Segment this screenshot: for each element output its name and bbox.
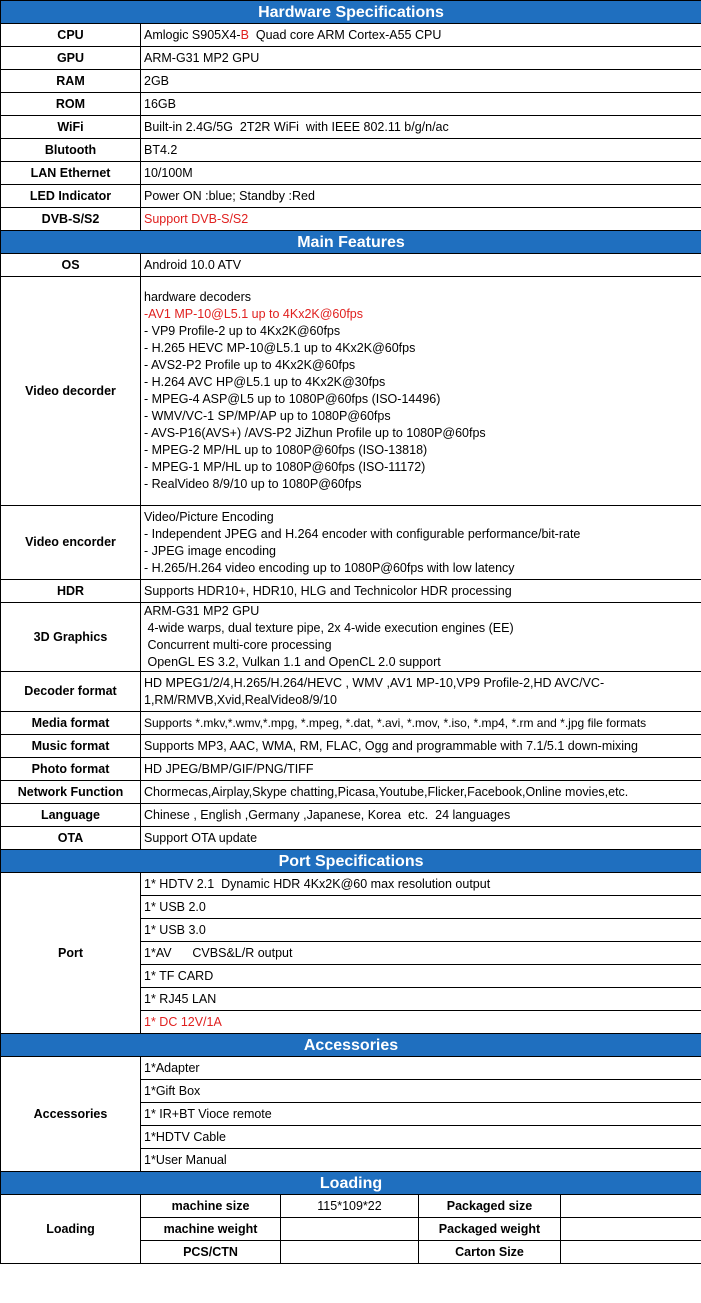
accessory-item: 1*Adapter bbox=[141, 1057, 701, 1080]
list-item: OpenGL ES 3.2, Vulkan 1.1 and OpenCL 2.0 support bbox=[144, 655, 441, 669]
feature-label: Photo format bbox=[1, 758, 141, 781]
spec-value: Support DVB-S/S2 bbox=[141, 208, 701, 231]
accessory-row bbox=[1, 1057, 701, 1080]
carton-size-value bbox=[561, 1241, 701, 1264]
feature-row-photo-format bbox=[1, 758, 701, 781]
spec-value: Built-in 2.4G/5G 2T2R WiFi with IEEE 802.11 b/g/n/ac bbox=[141, 116, 701, 139]
packaged-weight-value bbox=[561, 1218, 701, 1241]
list-item: hardware decoders bbox=[144, 290, 252, 304]
accessory-item: 1*HDTV Cable bbox=[141, 1126, 701, 1149]
list-item: Concurrent multi-core processing bbox=[144, 638, 332, 652]
list-item: - JPEG image encoding bbox=[144, 543, 277, 558]
spec-label: ROM bbox=[1, 93, 141, 116]
feature-label: Media format bbox=[1, 712, 141, 735]
spec-row-wifi bbox=[1, 116, 701, 139]
feature-value bbox=[141, 506, 701, 580]
spec-row-led bbox=[1, 185, 701, 208]
hardware-section-header: Hardware Specifications bbox=[1, 1, 701, 24]
list-item: 4-wide warps, dual texture pipe, 2x 4-wide execution engines (EE) bbox=[144, 621, 514, 635]
feature-value bbox=[141, 277, 701, 506]
accessories-label: Accessories bbox=[1, 1057, 141, 1172]
feature-label: Video decorder bbox=[1, 277, 141, 506]
port-item: 1* TF CARD bbox=[141, 965, 701, 988]
list-item: - H.265 HEVC MP-10@L5.1 up to 4Kx2K@60fps bbox=[144, 341, 416, 355]
spec-value: Amlogic S905X4-B Quad core ARM Cortex-A55 CPU bbox=[141, 24, 701, 47]
feature-value: Support OTA update bbox=[141, 827, 701, 850]
feature-label: Network Function bbox=[1, 781, 141, 804]
list-item: - MPEG-1 MP/HL up to 1080P@60fps (ISO-11172) bbox=[144, 460, 426, 474]
feature-value: Supports *.mkv,*.wmv,*.mpg, *.mpeg, *.dat, *.avi, *.mov, *.iso, *.mp4, *.rm and *.jpg file formats bbox=[141, 712, 701, 735]
list-item: ARM-G31 MP2 GPU bbox=[144, 604, 260, 618]
feature-label: Language bbox=[1, 804, 141, 827]
features-section-header: Main Features bbox=[1, 231, 701, 254]
feature-row-media-format bbox=[1, 712, 701, 735]
spec-row-bluetooth bbox=[1, 139, 701, 162]
accessory-item: 1*Gift Box bbox=[141, 1080, 701, 1103]
accessories-section-header: Accessories bbox=[1, 1034, 701, 1057]
spec-value: BT4.2 bbox=[141, 139, 701, 162]
feature-label: 3D Graphics bbox=[1, 603, 141, 672]
loading-section-header: Loading bbox=[1, 1172, 701, 1195]
spec-value: 10/100M bbox=[141, 162, 701, 185]
feature-label: Music format bbox=[1, 735, 141, 758]
carton-size-label: Carton Size bbox=[419, 1241, 561, 1264]
accessory-item: 1* IR+BT Vioce remote bbox=[141, 1103, 701, 1126]
list-item: - H.264 AVC HP@L5.1 up to 4Kx2K@30fps bbox=[144, 375, 386, 389]
port-item: 1*AV CVBS&L/R output bbox=[141, 942, 701, 965]
feature-row-network bbox=[1, 781, 701, 804]
port-item: 1* HDTV 2.1 Dynamic HDR 4Kx2K@60 max resolution output bbox=[141, 873, 701, 896]
feature-label: HDR bbox=[1, 580, 141, 603]
feature-row-video-encoder bbox=[1, 506, 701, 580]
spec-label: GPU bbox=[1, 47, 141, 70]
spec-label: DVB-S/S2 bbox=[1, 208, 141, 231]
list-item: - MPEG-2 MP/HL up to 1080P@60fps (ISO-13818) bbox=[144, 443, 428, 457]
pcs-ctn-value bbox=[281, 1241, 419, 1264]
port-item: 1* USB 3.0 bbox=[141, 919, 701, 942]
list-item: Video/Picture Encoding bbox=[144, 509, 274, 524]
spec-row-rom bbox=[1, 93, 701, 116]
feature-row-decoder-format bbox=[1, 672, 701, 712]
feature-value: Chinese , English ,Germany ,Japanese, Korea etc. 24 languages bbox=[141, 804, 701, 827]
packaged-size-value bbox=[561, 1195, 701, 1218]
feature-row-ota bbox=[1, 827, 701, 850]
machine-weight-value bbox=[281, 1218, 419, 1241]
loading-label: Loading bbox=[1, 1195, 141, 1264]
list-item: - RealVideo 8/9/10 up to 1080P@60fps bbox=[144, 477, 362, 491]
list-item: - WMV/VC-1 SP/MP/AP up to 1080P@60fps bbox=[144, 409, 391, 423]
port-item: 1* DC 12V/1A bbox=[141, 1011, 701, 1034]
list-item: - VP9 Profile-2 up to 4Kx2K@60fps bbox=[144, 324, 341, 338]
spec-value: ARM-G31 MP2 GPU bbox=[141, 47, 701, 70]
feature-row-video-decoder bbox=[1, 277, 701, 506]
spec-label: WiFi bbox=[1, 116, 141, 139]
machine-size-value: 115*109*22 bbox=[281, 1195, 419, 1218]
spec-label: LAN Ethernet bbox=[1, 162, 141, 185]
list-item: - AVS2-P2 Profile up to 4Kx2K@60fps bbox=[144, 358, 356, 372]
port-item: 1* USB 2.0 bbox=[141, 896, 701, 919]
packaged-size-label: Packaged size bbox=[419, 1195, 561, 1218]
pcs-ctn-label: PCS/CTN bbox=[141, 1241, 281, 1264]
feature-value: HD JPEG/BMP/GIF/PNG/TIFF bbox=[141, 758, 701, 781]
spec-label: RAM bbox=[1, 70, 141, 93]
feature-row-3d-graphics bbox=[1, 603, 701, 672]
feature-label: Video encorder bbox=[1, 506, 141, 580]
accessory-item: 1*User Manual bbox=[141, 1149, 701, 1172]
spec-value: 16GB bbox=[141, 93, 701, 116]
spec-label: Blutooth bbox=[1, 139, 141, 162]
spec-label: CPU bbox=[1, 24, 141, 47]
port-label: Port bbox=[1, 873, 141, 1034]
spec-row-cpu bbox=[1, 24, 701, 47]
list-item: - AVS-P16(AVS+) /AVS-P2 JiZhun Profile up to 1080P@60fps bbox=[144, 426, 486, 440]
feature-value: Supports HDR10+, HDR10, HLG and Technicolor HDR processing bbox=[141, 580, 701, 603]
list-item: - MPEG-4 ASP@L5 up to 1080P@60fps (ISO-14496) bbox=[144, 392, 441, 406]
list-item: - Independent JPEG and H.264 encoder with configurable performance/bit-rate bbox=[144, 526, 581, 541]
feature-value: Chormecas,Airplay,Skype chatting,Picasa,Youtube,Flicker,Facebook,Online movies,etc. bbox=[141, 781, 701, 804]
port-item: 1* RJ45 LAN bbox=[141, 988, 701, 1011]
feature-row-hdr bbox=[1, 580, 701, 603]
machine-size-label: machine size bbox=[141, 1195, 281, 1218]
machine-weight-label: machine weight bbox=[141, 1218, 281, 1241]
feature-value: HD MPEG1/2/4,H.265/H.264/HEVC , WMV ,AV1 MP-10,VP9 Profile-2,HD AVC/VC-1,RM/RMVB,Xvid,RealVideo8/9/10 bbox=[141, 672, 701, 712]
list-item: -AV1 MP-10@L5.1 up to 4Kx2K@60fps bbox=[144, 307, 364, 321]
spec-row-dvb bbox=[1, 208, 701, 231]
feature-label: OS bbox=[1, 254, 141, 277]
spec-row-gpu bbox=[1, 47, 701, 70]
feature-label: OTA bbox=[1, 827, 141, 850]
feature-row-os bbox=[1, 254, 701, 277]
feature-row-music-format bbox=[1, 735, 701, 758]
port-row bbox=[1, 873, 701, 896]
feature-value: Android 10.0 ATV bbox=[141, 254, 701, 277]
spec-row-lan bbox=[1, 162, 701, 185]
spec-value: 2GB bbox=[141, 70, 701, 93]
feature-value: Supports MP3, AAC, WMA, RM, FLAC, Ogg and programmable with 7.1/5.1 down-mixing bbox=[141, 735, 701, 758]
ports-section-header: Port Specifications bbox=[1, 850, 701, 873]
spec-row-ram bbox=[1, 70, 701, 93]
feature-row-language bbox=[1, 804, 701, 827]
spec-label: LED Indicator bbox=[1, 185, 141, 208]
packaged-weight-label: Packaged weight bbox=[419, 1218, 561, 1241]
feature-value bbox=[141, 603, 701, 672]
list-item: - H.265/H.264 video encoding up to 1080P@60fps with low latency bbox=[144, 560, 515, 575]
loading-row bbox=[1, 1195, 701, 1218]
feature-label: Decoder format bbox=[1, 672, 141, 712]
spec-value: Power ON :blue; Standby :Red bbox=[141, 185, 701, 208]
